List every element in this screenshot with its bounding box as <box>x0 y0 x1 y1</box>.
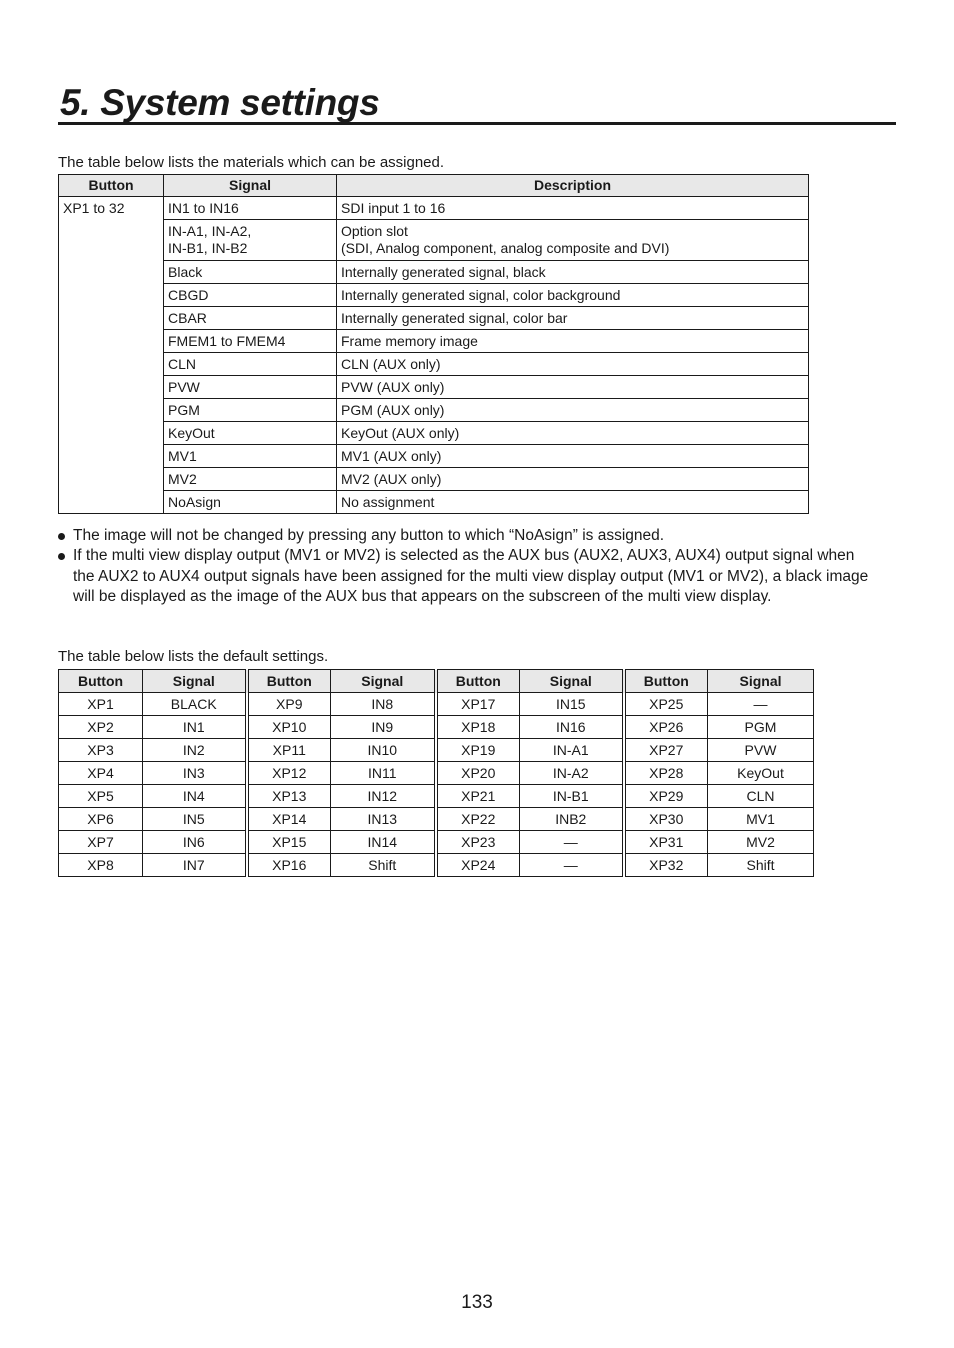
materials-signal-line: CLN <box>168 355 197 372</box>
defaults-button-cell: XP10 <box>247 716 331 739</box>
defaults-signal-cell: IN-B1 <box>520 785 624 808</box>
materials-description-cell <box>337 261 809 284</box>
defaults-button-cell: XP27 <box>624 739 708 762</box>
materials-table <box>58 174 809 514</box>
materials-signal-cell <box>164 197 337 220</box>
notes-list <box>58 526 878 607</box>
materials-description-line: PGM (AUX only) <box>341 401 445 418</box>
defaults-signal-cell: IN-A1 <box>520 739 624 762</box>
defaults-signal-cell: IN8 <box>331 693 436 716</box>
materials-signal-cell <box>164 399 337 422</box>
defaults-signal-cell: IN9 <box>331 716 436 739</box>
materials-description-cell <box>337 330 809 353</box>
defaults-button-cell: XP28 <box>624 762 708 785</box>
materials-description-line: PVW (AUX only) <box>341 378 445 395</box>
defaults-header-cell: Button <box>247 670 331 693</box>
defaults-signal-cell: IN13 <box>331 808 436 831</box>
defaults-button-cell: XP9 <box>247 693 331 716</box>
materials-description-line: Frame memory image <box>341 332 478 349</box>
materials-description-line: KeyOut (AUX only) <box>341 424 460 441</box>
defaults-button-cell: XP25 <box>624 693 708 716</box>
defaults-header-cell: Signal <box>708 670 814 693</box>
note-item <box>58 526 878 546</box>
materials-description-line: MV1 (AUX only) <box>341 447 442 464</box>
materials-row <box>59 353 809 376</box>
defaults-button-cell: XP31 <box>624 831 708 854</box>
defaults-header-cell: Signal <box>520 670 624 693</box>
materials-description-line: MV2 (AUX only) <box>341 470 442 487</box>
defaults-button-cell: XP3 <box>59 739 143 762</box>
materials-description-cell <box>337 422 809 445</box>
page-title: 5. System settings <box>60 82 380 123</box>
defaults-button-cell: XP24 <box>436 854 520 877</box>
defaults-row <box>59 831 814 854</box>
defaults-row <box>59 808 814 831</box>
defaults-signal-cell: — <box>708 693 814 716</box>
materials-signal-cell <box>164 468 337 491</box>
defaults-button-cell: XP1 <box>59 693 143 716</box>
materials-intro: The table below lists the materials which can be assigned. <box>58 154 445 171</box>
defaults-button-cell: XP15 <box>247 831 331 854</box>
defaults-button-cell: XP13 <box>247 785 331 808</box>
section-heading <box>58 78 896 125</box>
defaults-header-row <box>59 670 814 693</box>
defaults-signal-cell: PGM <box>708 716 814 739</box>
materials-signal-cell <box>164 284 337 307</box>
defaults-signal-cell: BLACK <box>143 693 247 716</box>
note-text: If the multi view display output (MV1 or MV2) is selected as the AUX bus (AUX2, AUX3, AUX4) output signal when the AUX2 to AUX4 output signals have been assigned for the multi view display output (MV1 or MV2), a black image will be displayed as the image of the AUX bus that appears on the subscreen of the multi view display. <box>73 547 869 605</box>
defaults-button-cell: XP22 <box>436 808 520 831</box>
defaults-signal-cell: IN12 <box>331 785 436 808</box>
defaults-button-cell: XP7 <box>59 831 143 854</box>
materials-signal-cell <box>164 307 337 330</box>
defaults-header-cell: Signal <box>143 670 247 693</box>
materials-row <box>59 307 809 330</box>
materials-description-line: (SDI, Analog component, analog composite and DVI) <box>341 240 670 256</box>
defaults-button-cell: XP5 <box>59 785 143 808</box>
materials-description-line: CLN (AUX only) <box>341 355 441 372</box>
defaults-signal-cell: INB2 <box>520 808 624 831</box>
defaults-button-cell: XP8 <box>59 854 143 877</box>
defaults-signal-cell: IN14 <box>331 831 436 854</box>
defaults-signal-cell: IN2 <box>143 739 247 762</box>
defaults-header-cell: Button <box>59 670 143 693</box>
materials-description-cell <box>337 491 809 514</box>
materials-description-cell <box>337 353 809 376</box>
note-item <box>58 546 878 607</box>
materials-signal-line: MV1 <box>168 447 197 464</box>
defaults-signal-cell: IN10 <box>331 739 436 762</box>
defaults-signal-cell: IN4 <box>143 785 247 808</box>
materials-description-line: Internally generated signal, color bar <box>341 309 568 326</box>
materials-signal-line: IN1 to IN16 <box>168 199 239 216</box>
materials-row <box>59 422 809 445</box>
materials-row <box>59 220 809 261</box>
materials-row <box>59 197 809 220</box>
note-text: The image will not be changed by pressing any button to which “NoAsign” is assigned. <box>73 527 665 544</box>
defaults-button-cell: XP2 <box>59 716 143 739</box>
defaults-header-cell: Button <box>624 670 708 693</box>
materials-description-line: Option slot <box>341 223 408 239</box>
defaults-button-cell: XP17 <box>436 693 520 716</box>
defaults-button-cell: XP23 <box>436 831 520 854</box>
materials-row <box>59 284 809 307</box>
defaults-row <box>59 785 814 808</box>
defaults-signal-cell: KeyOut <box>708 762 814 785</box>
materials-signal-line: KeyOut <box>168 424 215 441</box>
materials-description-cell <box>337 197 809 220</box>
materials-row <box>59 399 809 422</box>
materials-signal-line: PVW <box>168 378 200 395</box>
materials-row <box>59 468 809 491</box>
defaults-signal-cell: IN16 <box>520 716 624 739</box>
defaults-signal-cell: IN7 <box>143 854 247 877</box>
materials-description-cell <box>337 284 809 307</box>
materials-signal-cell <box>164 445 337 468</box>
materials-button-cell: XP1 to 32 <box>59 197 164 514</box>
defaults-button-cell: XP11 <box>247 739 331 762</box>
materials-description-cell <box>337 220 809 261</box>
defaults-button-cell: XP26 <box>624 716 708 739</box>
materials-row <box>59 445 809 468</box>
materials-header-description: Description <box>337 175 809 197</box>
defaults-signal-cell: MV1 <box>708 808 814 831</box>
materials-signal-line: PGM <box>168 401 200 418</box>
defaults-signal-cell: CLN <box>708 785 814 808</box>
materials-signal-cell <box>164 491 337 514</box>
materials-description-line: Internally generated signal, color background <box>341 286 621 303</box>
materials-signal-line: CBGD <box>168 286 209 303</box>
defaults-row <box>59 693 814 716</box>
defaults-signal-cell: PVW <box>708 739 814 762</box>
defaults-button-cell: XP30 <box>624 808 708 831</box>
materials-description-line: Internally generated signal, black <box>341 263 546 280</box>
defaults-button-cell: XP21 <box>436 785 520 808</box>
defaults-header-cell: Button <box>436 670 520 693</box>
materials-description-line: SDI input 1 to 16 <box>341 199 446 216</box>
materials-row <box>59 330 809 353</box>
defaults-button-cell: XP14 <box>247 808 331 831</box>
materials-signal-cell <box>164 376 337 399</box>
page-number: 133 <box>461 1292 493 1313</box>
materials-signal-line: IN-A1, IN-A2, <box>168 223 252 239</box>
materials-row <box>59 376 809 399</box>
materials-row <box>59 491 809 514</box>
materials-signal-cell <box>164 353 337 376</box>
defaults-button-cell: XP32 <box>624 854 708 877</box>
materials-signal-line: IN-B1, IN-B2 <box>168 240 248 256</box>
materials-description-cell <box>337 468 809 491</box>
defaults-row <box>59 716 814 739</box>
materials-header-button: Button <box>59 175 164 197</box>
defaults-signal-cell: IN15 <box>520 693 624 716</box>
materials-signal-cell <box>164 261 337 284</box>
defaults-signal-cell: Shift <box>708 854 814 877</box>
defaults-button-cell: XP29 <box>624 785 708 808</box>
defaults-signal-cell: — <box>520 854 624 877</box>
defaults-table <box>58 669 814 877</box>
defaults-row <box>59 762 814 785</box>
materials-signal-cell <box>164 330 337 353</box>
defaults-signal-cell: IN3 <box>143 762 247 785</box>
materials-signal-line: FMEM1 to FMEM4 <box>168 332 286 349</box>
defaults-button-cell: XP12 <box>247 762 331 785</box>
materials-description-cell <box>337 399 809 422</box>
materials-signal-cell <box>164 220 337 261</box>
defaults-signal-cell: Shift <box>331 854 436 877</box>
materials-header-signal: Signal <box>164 175 337 197</box>
defaults-button-cell: XP19 <box>436 739 520 762</box>
materials-signal-line: MV2 <box>168 470 197 487</box>
defaults-button-cell: XP6 <box>59 808 143 831</box>
bullet-icon <box>58 533 65 540</box>
defaults-signal-cell: — <box>520 831 624 854</box>
defaults-signal-cell: IN11 <box>331 762 436 785</box>
materials-signal-line: Black <box>168 263 203 280</box>
defaults-signal-cell: IN5 <box>143 808 247 831</box>
defaults-button-cell: XP20 <box>436 762 520 785</box>
defaults-button-cell: XP18 <box>436 716 520 739</box>
materials-row <box>59 261 809 284</box>
defaults-header-cell: Signal <box>331 670 436 693</box>
defaults-signal-cell: IN-A2 <box>520 762 624 785</box>
defaults-button-cell: XP4 <box>59 762 143 785</box>
materials-signal-line: NoAsign <box>168 493 221 510</box>
materials-header-row <box>59 175 809 197</box>
defaults-row <box>59 739 814 762</box>
materials-description-cell <box>337 307 809 330</box>
defaults-button-cell: XP16 <box>247 854 331 877</box>
materials-description-cell <box>337 445 809 468</box>
defaults-signal-cell: IN6 <box>143 831 247 854</box>
defaults-signal-cell: MV2 <box>708 831 814 854</box>
materials-signal-line: CBAR <box>168 309 207 326</box>
materials-description-cell <box>337 376 809 399</box>
defaults-row <box>59 854 814 877</box>
materials-signal-cell <box>164 422 337 445</box>
defaults-intro: The table below lists the default settings. <box>58 648 329 665</box>
bullet-icon <box>58 553 65 560</box>
materials-description-line: No assignment <box>341 493 435 510</box>
defaults-signal-cell: IN1 <box>143 716 247 739</box>
